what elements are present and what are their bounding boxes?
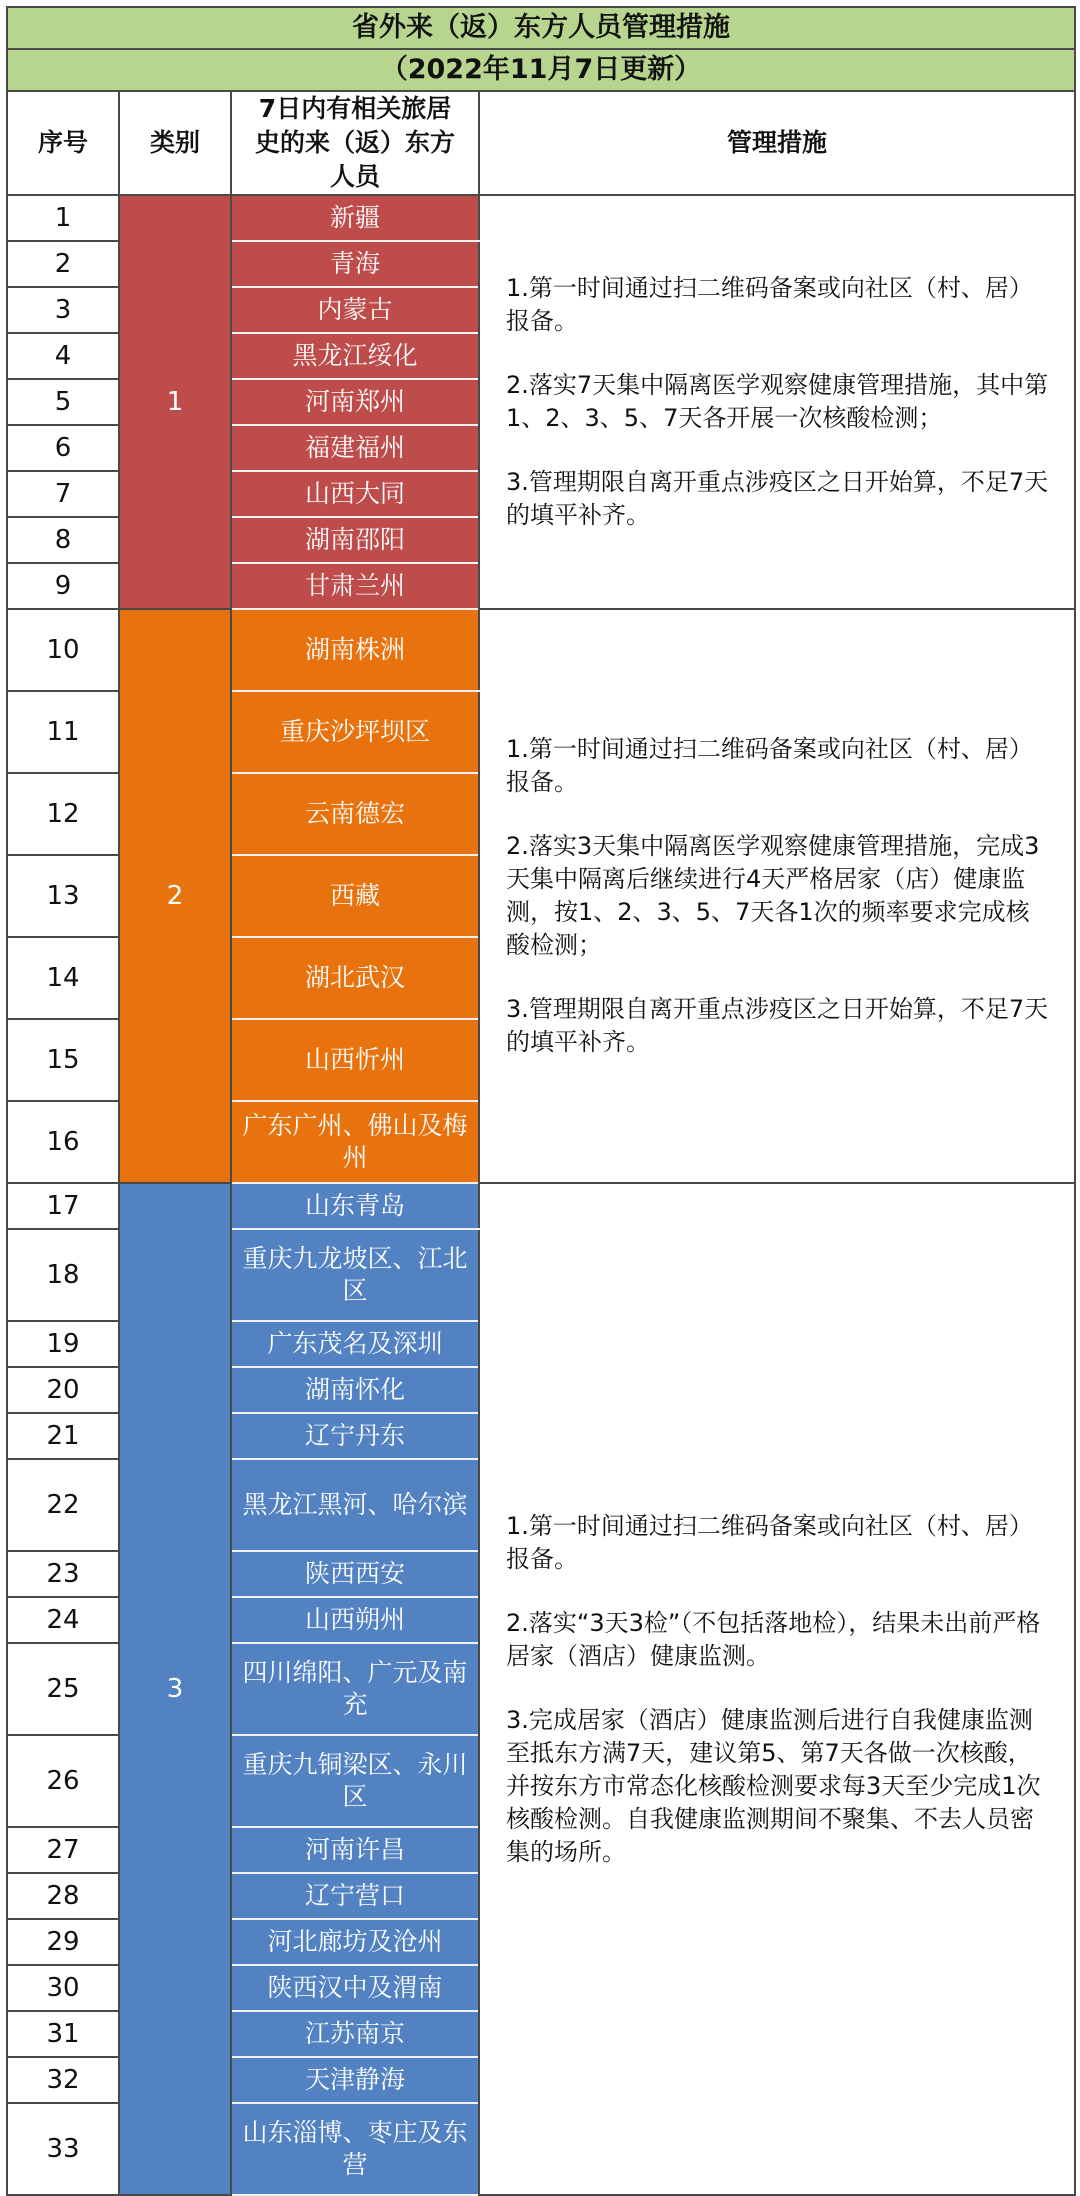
measure-item: 1.第一时间通过扫二维码备案或向社区（村、居）报备。	[506, 274, 1033, 335]
region-cell: 辽宁丹东	[231, 1413, 479, 1459]
row-seq: 9	[7, 563, 119, 609]
row-seq: 11	[7, 691, 119, 773]
measures-cell	[479, 195, 1075, 609]
row-seq: 6	[7, 425, 119, 471]
region-cell: 甘肃兰州	[231, 563, 479, 609]
region-cell: 辽宁营口	[231, 1873, 479, 1919]
category-cell: 2	[119, 609, 231, 1183]
region-cell: 河南郑州	[231, 379, 479, 425]
row-seq: 16	[7, 1101, 119, 1183]
header-seq: 序号	[7, 91, 119, 195]
measures-cell	[479, 609, 1075, 1183]
region-cell: 黑龙江黑河、哈尔滨	[231, 1459, 479, 1551]
measure-item: 3.完成居家（酒店）健康监测后进行自我健康监测至抵东方满7天，建议第5、第7天各做一次核酸，并按东方市常态化核酸检测要求每3天至少完成1次核酸检测。自我健康监测期间不聚集、不去人员密集的场所。	[506, 1705, 1041, 1866]
row-seq: 30	[7, 1965, 119, 2011]
row-seq: 2	[7, 241, 119, 287]
region-cell: 广东茂名及深圳	[231, 1321, 479, 1367]
document-title: 省外来（返）东方人员管理措施	[7, 7, 1075, 49]
row-seq: 14	[7, 937, 119, 1019]
region-cell: 山西朔州	[231, 1597, 479, 1643]
measure-item: 1.第一时间通过扫二维码备案或向社区（村、居）报备。	[506, 1511, 1033, 1573]
row-seq: 33	[7, 2103, 119, 2195]
row-seq: 13	[7, 855, 119, 937]
row-seq: 19	[7, 1321, 119, 1367]
row-seq: 15	[7, 1019, 119, 1101]
region-cell: 黑龙江绥化	[231, 333, 479, 379]
row-seq: 8	[7, 517, 119, 563]
measures-table	[6, 6, 1076, 2196]
region-cell: 山东青岛	[231, 1183, 479, 1229]
region-cell: 青海	[231, 241, 479, 287]
header-region: 7日内有相关旅居史的来（返）东方人员	[231, 91, 479, 195]
measure-item: 3.管理期限自离开重点涉疫区之日开始算，不足7天的填平补齐。	[506, 995, 1049, 1056]
region-cell: 山西大同	[231, 471, 479, 517]
row-seq: 18	[7, 1229, 119, 1321]
region-cell: 湖南株洲	[231, 609, 479, 691]
row-seq: 32	[7, 2057, 119, 2103]
measure-item: 2.落实3天集中隔离医学观察健康管理措施，完成3天集中隔离后继续进行4天严格居家（店）健康监测，按1、2、3、5、7天各1次的频率要求完成核酸检测；	[506, 832, 1040, 959]
row-seq: 21	[7, 1413, 119, 1459]
row-seq: 29	[7, 1919, 119, 1965]
row-seq: 1	[7, 195, 119, 241]
row-seq: 31	[7, 2011, 119, 2057]
row-seq: 26	[7, 1735, 119, 1827]
measure-item: 2.落实7天集中隔离医学观察健康管理措施，其中第1、2、3、5、7天各开展一次核酸检测；	[506, 371, 1049, 432]
region-cell: 云南德宏	[231, 773, 479, 855]
region-cell: 重庆沙坪坝区	[231, 691, 479, 773]
row-seq: 4	[7, 333, 119, 379]
measure-item: 1.第一时间通过扫二维码备案或向社区（村、居）报备。	[506, 735, 1033, 796]
region-cell: 湖南怀化	[231, 1367, 479, 1413]
measures-cell	[479, 1183, 1075, 2195]
region-cell: 陕西西安	[231, 1551, 479, 1597]
region-cell: 新疆	[231, 195, 479, 241]
header-category: 类别	[119, 91, 231, 195]
row-seq: 28	[7, 1873, 119, 1919]
region-cell: 西藏	[231, 855, 479, 937]
row-seq: 7	[7, 471, 119, 517]
region-cell: 河南许昌	[231, 1827, 479, 1873]
region-cell: 河北廊坊及沧州	[231, 1919, 479, 1965]
header-measures: 管理措施	[479, 91, 1075, 195]
row-seq: 10	[7, 609, 119, 691]
row-seq: 22	[7, 1459, 119, 1551]
row-seq: 25	[7, 1643, 119, 1735]
row-seq: 20	[7, 1367, 119, 1413]
region-cell: 重庆九龙坡区、江北区	[231, 1229, 479, 1321]
category-cell: 1	[119, 195, 231, 609]
region-cell: 江苏南京	[231, 2011, 479, 2057]
region-cell: 四川绵阳、广元及南充	[231, 1643, 479, 1735]
row-seq: 23	[7, 1551, 119, 1597]
region-cell: 湖南邵阳	[231, 517, 479, 563]
region-cell: 内蒙古	[231, 287, 479, 333]
row-seq: 17	[7, 1183, 119, 1229]
row-seq: 5	[7, 379, 119, 425]
region-cell: 山东淄博、枣庄及东营	[231, 2103, 479, 2195]
region-cell: 广东广州、佛山及梅州	[231, 1101, 479, 1183]
measure-item: 3.管理期限自离开重点涉疫区之日开始算，不足7天的填平补齐。	[506, 468, 1049, 529]
row-seq: 12	[7, 773, 119, 855]
row-seq: 24	[7, 1597, 119, 1643]
region-cell: 福建福州	[231, 425, 479, 471]
category-cell: 3	[119, 1183, 231, 2195]
document-subtitle: （2022年11月7日更新）	[7, 49, 1075, 91]
region-cell: 天津静海	[231, 2057, 479, 2103]
row-seq: 3	[7, 287, 119, 333]
region-cell: 陕西汉中及渭南	[231, 1965, 479, 2011]
measure-item: 2.落实“3天3检”（不包括落地检），结果未出前严格居家（酒店）健康监测。	[506, 1608, 1041, 1670]
measures-document	[6, 6, 1074, 2196]
region-cell: 湖北武汉	[231, 937, 479, 1019]
region-cell: 山西忻州	[231, 1019, 479, 1101]
row-seq: 27	[7, 1827, 119, 1873]
region-cell: 重庆九铜梁区、永川区	[231, 1735, 479, 1827]
